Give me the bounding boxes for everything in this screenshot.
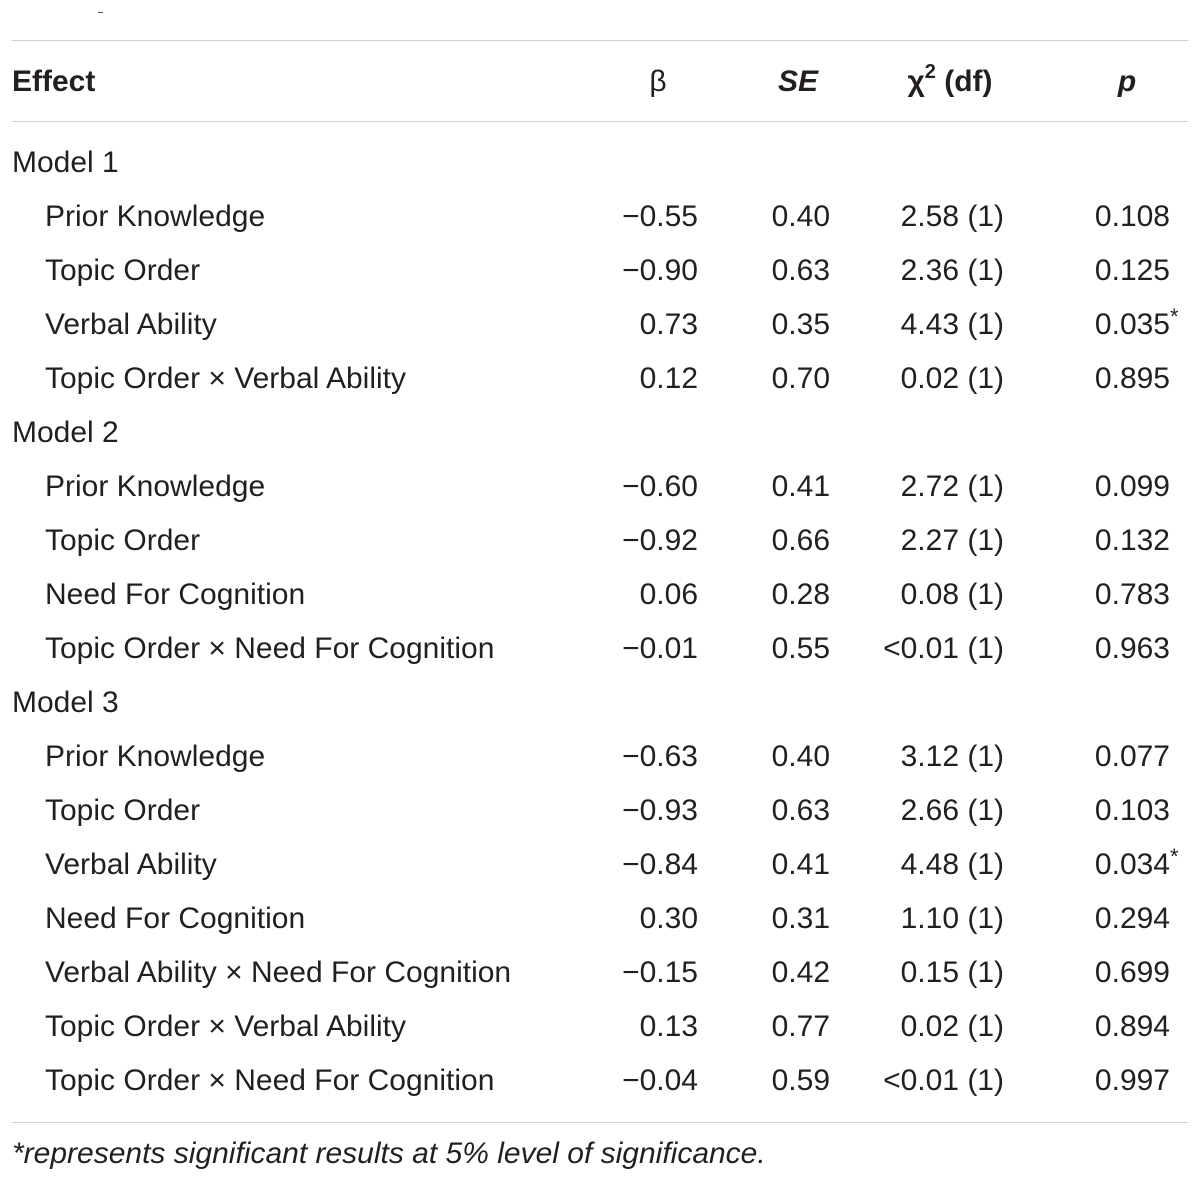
header-chi-symbol: χ	[907, 65, 925, 98]
chi-square-cell: 4.48 (1)	[900, 848, 1004, 881]
beta-cell: 0.73	[639, 308, 698, 341]
se-cell: 0.40	[771, 740, 830, 773]
chi-square-cell: 0.02 (1)	[900, 362, 1004, 395]
effect-cell: Topic Order	[45, 794, 201, 827]
effect-cell: Topic Order × Need For Cognition	[45, 1064, 495, 1097]
p-value: 0.099	[1094, 470, 1170, 503]
chi-square-cell: <0.01 (1)	[883, 632, 1004, 665]
model-group-label: Model 2	[12, 416, 119, 449]
table-row	[0, 622, 1200, 676]
p-value-cell	[1080, 946, 1170, 1000]
p-value-cell	[1080, 838, 1179, 892]
chi-square-cell: 2.72 (1)	[900, 470, 1004, 503]
table-footnote: *represents significant results at 5% level of significance.	[12, 1137, 766, 1170]
table-bottom-rule	[12, 1122, 1188, 1123]
se-cell: 0.63	[771, 794, 830, 827]
se-cell: 0.63	[771, 254, 830, 287]
effect-cell: Topic Order × Need For Cognition	[45, 632, 495, 665]
p-value: 0.963	[1094, 632, 1170, 665]
p-value-cell	[1080, 514, 1170, 568]
se-cell: 0.70	[771, 362, 830, 395]
chi-square-cell: 1.10 (1)	[900, 902, 1004, 935]
beta-cell: −0.55	[622, 200, 698, 233]
beta-cell: 0.12	[639, 362, 698, 395]
table-row	[0, 514, 1200, 568]
p-value-cell	[1080, 244, 1170, 298]
stray-tick-mark	[98, 12, 103, 13]
p-value: 0.294	[1094, 902, 1170, 935]
header-chi-superscript: 2	[924, 61, 936, 83]
model-group-label: Model 1	[12, 146, 119, 179]
beta-cell: 0.13	[639, 1010, 698, 1043]
chi-square-cell: 4.43 (1)	[900, 308, 1004, 341]
effect-cell: Verbal Ability	[45, 308, 217, 341]
beta-cell: −0.92	[622, 524, 698, 557]
table-row	[0, 460, 1200, 514]
chi-square-cell: 2.66 (1)	[900, 794, 1004, 827]
table-row	[0, 244, 1200, 298]
beta-cell: 0.30	[639, 902, 698, 935]
p-value-cell	[1080, 1000, 1170, 1054]
p-value: 0.783	[1094, 578, 1170, 611]
significance-star: *	[1170, 844, 1179, 869]
p-value-cell	[1080, 892, 1170, 946]
se-cell: 0.77	[771, 1010, 830, 1043]
p-value: 0.895	[1094, 362, 1170, 395]
beta-cell: −0.04	[622, 1064, 698, 1097]
se-cell: 0.28	[771, 578, 830, 611]
model-group-label: Model 3	[12, 686, 119, 719]
table-row	[0, 298, 1200, 352]
p-value-cell	[1080, 784, 1170, 838]
p-value: 0.034	[1094, 848, 1170, 881]
se-cell: 0.31	[771, 902, 830, 935]
p-value: 0.997	[1094, 1064, 1170, 1097]
se-cell: 0.59	[771, 1064, 830, 1097]
beta-cell: −0.60	[622, 470, 698, 503]
beta-cell: −0.63	[622, 740, 698, 773]
model-group-row	[0, 136, 1200, 190]
table-row	[0, 946, 1200, 1000]
p-value: 0.035	[1094, 308, 1170, 341]
chi-square-cell: <0.01 (1)	[883, 1064, 1004, 1097]
beta-cell: −0.90	[622, 254, 698, 287]
header-beta: β	[649, 65, 667, 98]
chi-square-cell: 2.27 (1)	[900, 524, 1004, 557]
effect-cell: Topic Order × Verbal Ability	[45, 1010, 407, 1043]
effect-cell: Prior Knowledge	[45, 740, 266, 773]
table-row	[0, 568, 1200, 622]
beta-cell: 0.06	[639, 578, 698, 611]
p-value-cell	[1080, 460, 1170, 514]
effect-cell: Verbal Ability × Need For Cognition	[45, 956, 512, 989]
table-row	[0, 730, 1200, 784]
p-value-cell	[1080, 730, 1170, 784]
p-value: 0.894	[1094, 1010, 1170, 1043]
se-cell: 0.40	[771, 200, 830, 233]
p-value-cell	[1080, 568, 1170, 622]
header-chi-square	[880, 56, 1020, 108]
table-header	[0, 56, 1200, 108]
effect-cell: Topic Order	[45, 524, 201, 557]
chi-square-cell: 2.36 (1)	[900, 254, 1004, 287]
model-group-row	[0, 406, 1200, 460]
table-top-rule	[12, 40, 1188, 41]
beta-cell: −0.84	[622, 848, 698, 881]
p-value: 0.699	[1094, 956, 1170, 989]
table-row	[0, 190, 1200, 244]
se-cell: 0.66	[771, 524, 830, 557]
effect-cell: Topic Order × Verbal Ability	[45, 362, 407, 395]
significance-star: *	[1170, 304, 1179, 329]
chi-square-cell: 0.15 (1)	[900, 956, 1004, 989]
table-row	[0, 1000, 1200, 1054]
effect-cell: Topic Order	[45, 254, 201, 287]
header-effect: Effect	[12, 65, 96, 98]
table-row	[0, 838, 1200, 892]
se-cell: 0.41	[771, 848, 830, 881]
chi-square-cell: 2.58 (1)	[900, 200, 1004, 233]
chi-square-cell: 0.02 (1)	[900, 1010, 1004, 1043]
chi-square-cell: 3.12 (1)	[900, 740, 1004, 773]
p-value: 0.132	[1094, 524, 1170, 557]
header-p: p	[1117, 65, 1137, 98]
table-row	[0, 784, 1200, 838]
model-group-row	[0, 676, 1200, 730]
effect-cell: Verbal Ability	[45, 848, 217, 881]
effect-cell: Prior Knowledge	[45, 470, 266, 503]
table-row	[0, 892, 1200, 946]
se-cell: 0.55	[771, 632, 830, 665]
effect-cell: Need For Cognition	[45, 902, 306, 935]
p-value: 0.103	[1094, 794, 1170, 827]
table-row	[0, 1054, 1200, 1108]
effect-cell: Prior Knowledge	[45, 200, 266, 233]
table-body	[0, 136, 1200, 1108]
p-value: 0.108	[1094, 200, 1170, 233]
beta-cell: −0.01	[622, 632, 698, 665]
chi-square-cell: 0.08 (1)	[900, 578, 1004, 611]
se-cell: 0.35	[771, 308, 830, 341]
effect-cell: Need For Cognition	[45, 578, 306, 611]
header-chi-df: (df)	[935, 65, 993, 98]
p-value: 0.125	[1094, 254, 1170, 287]
se-cell: 0.42	[771, 956, 830, 989]
p-value-cell	[1080, 352, 1170, 406]
p-value-cell	[1080, 622, 1170, 676]
beta-cell: −0.15	[622, 956, 698, 989]
p-value: 0.077	[1094, 740, 1170, 773]
beta-cell: −0.93	[622, 794, 698, 827]
p-value-cell	[1080, 190, 1170, 244]
table-row	[0, 352, 1200, 406]
se-cell: 0.41	[771, 470, 830, 503]
header-se: SE	[777, 65, 819, 98]
p-value-cell	[1080, 298, 1179, 352]
p-value-cell	[1080, 1054, 1170, 1108]
table-header-rule	[12, 121, 1188, 122]
